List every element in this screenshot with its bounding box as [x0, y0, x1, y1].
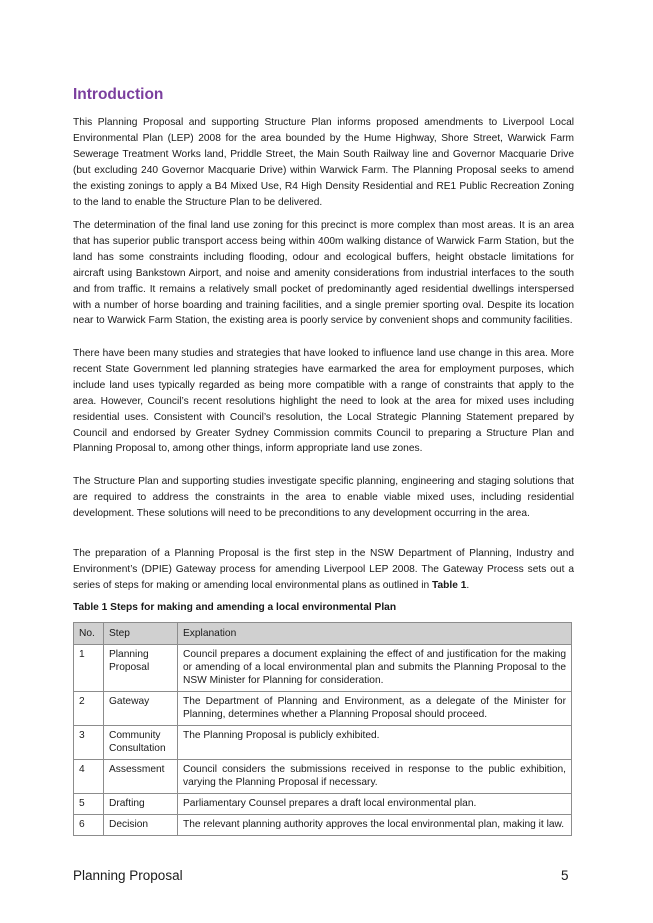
steps-table — [73, 622, 572, 836]
table-row — [74, 760, 572, 794]
footer-document-title: Planning Proposal — [73, 868, 183, 883]
cell-explanation: The Planning Proposal is publicly exhibited. — [178, 726, 572, 760]
cell-no: 3 — [74, 726, 104, 760]
cell-no: 1 — [74, 645, 104, 692]
header-explanation: Explanation — [178, 623, 572, 645]
paragraph-1: This Planning Proposal and supporting Structure Plan informs proposed amendments to Liverpool Local Environmental Plan (LEP) 2008 for the area bounded by the Hume Highway, Shore Street, Warwick Farm Sewerage Treatment Works land, Priddle Street, the Main South Railway line and Governor Macquarie Drive (but excluding 240 Governor Macquarie Drive) within Warwick Farm. The Planning Proposal seeks to amend the existing zonings to apply a B4 Mixed Use, R4 High Density Residential and RE1 Public Recreation Zoning to the land to enable the Structure Plan to be delivered. — [73, 117, 574, 208]
cell-step: Assessment — [104, 760, 178, 794]
paragraph-3: There have been many studies and strategies that have looked to influence land use change in this area. More recent State Government led planning strategies have earmarked the area for employment purposes, which include land uses typically regarded as being more compatible with a range of constraints that apply to the area. However, Council’s recent resolutions highlight the need to look at the area for mixed uses including residential uses. Consistent with Council’s resolution, the Local Strategic Planning Statement prepared by Council and endorsed by Greater Sydney Commission commits Council to preparing a Structure Plan and Planning Proposal to, among other things, inform appropriate land use zones. — [73, 348, 574, 455]
table-reference-end: . — [466, 579, 470, 591]
cell-step: Decision — [104, 815, 178, 836]
cell-explanation: Council considers the submissions received in response to the public exhibition, varying the Planning Proposal if necessary. — [178, 760, 572, 794]
header-step: Step — [104, 623, 178, 645]
paragraph-5-text: The preparation of a Planning Proposal is the first step in the NSW Department of Planning, Industry and Environment’s (DPIE) Gateway process for amending Liverpool LEP 2008. The Gateway Process sets out a series of steps for making or amending local environmental plans as outlined in — [73, 548, 574, 591]
table-row — [74, 794, 572, 815]
header-no: No. — [74, 623, 104, 645]
cell-step: Gateway — [104, 692, 178, 726]
paragraph-2: The determination of the final land use zoning for this precinct is more complex than most areas. It is an area that has superior public transport access being within 400m walking distance of Warwick Farm Station, but the land has some constraints including flooding, odour and ecological buffers, height obstacle limitations for aircraft using Bankstown Airport, and noise and amenity considerations from industrial interfaces to the south and from traffic. It remains a relatively small pocket of predominantly aged residential dwellings interspersed with a number of horse boarding and training facilities, and a single premier sporting oval. Despite its location near to Warwick Farm Station, the existing area is poorly service by convenient shops and community facilities. — [73, 220, 574, 327]
cell-no: 6 — [74, 815, 104, 836]
cell-step: Drafting — [104, 794, 178, 815]
paragraph-5 — [73, 546, 574, 594]
table-row — [74, 726, 572, 760]
cell-explanation: Council prepares a document explaining the effect of and justification for the making or amending of a local environmental plan and submits the Planning Proposal to the NSW Minister for Planning for consideration. — [178, 645, 572, 692]
table-row — [74, 815, 572, 836]
table-caption: Table 1 Steps for making and amending a local environmental Plan — [73, 602, 397, 613]
cell-explanation: The relevant planning authority approves the local environmental plan, making it law. — [178, 815, 572, 836]
cell-no: 2 — [74, 692, 104, 726]
table-reference: Table 1 — [432, 579, 467, 591]
cell-explanation: Parliamentary Counsel prepares a draft local environmental plan. — [178, 794, 572, 815]
section-heading: Introduction — [73, 86, 164, 103]
cell-step: Community Consultation — [104, 726, 178, 760]
table-header-row — [74, 623, 572, 645]
cell-no: 4 — [74, 760, 104, 794]
cell-no: 5 — [74, 794, 104, 815]
table-row — [74, 645, 572, 692]
footer-page-number: 5 — [561, 868, 569, 883]
cell-step: Planning Proposal — [104, 645, 178, 692]
cell-explanation: The Department of Planning and Environment, as a delegate of the Minister for Planning, determines whether a Planning Proposal should proceed. — [178, 692, 572, 726]
table-row — [74, 692, 572, 726]
paragraph-4: The Structure Plan and supporting studies investigate specific planning, engineering and staging solutions that are required to address the constraints in the area to enable viable mixed uses, including residential development. These solutions will need to be preconditions to any development occurring in the area. — [73, 476, 574, 519]
